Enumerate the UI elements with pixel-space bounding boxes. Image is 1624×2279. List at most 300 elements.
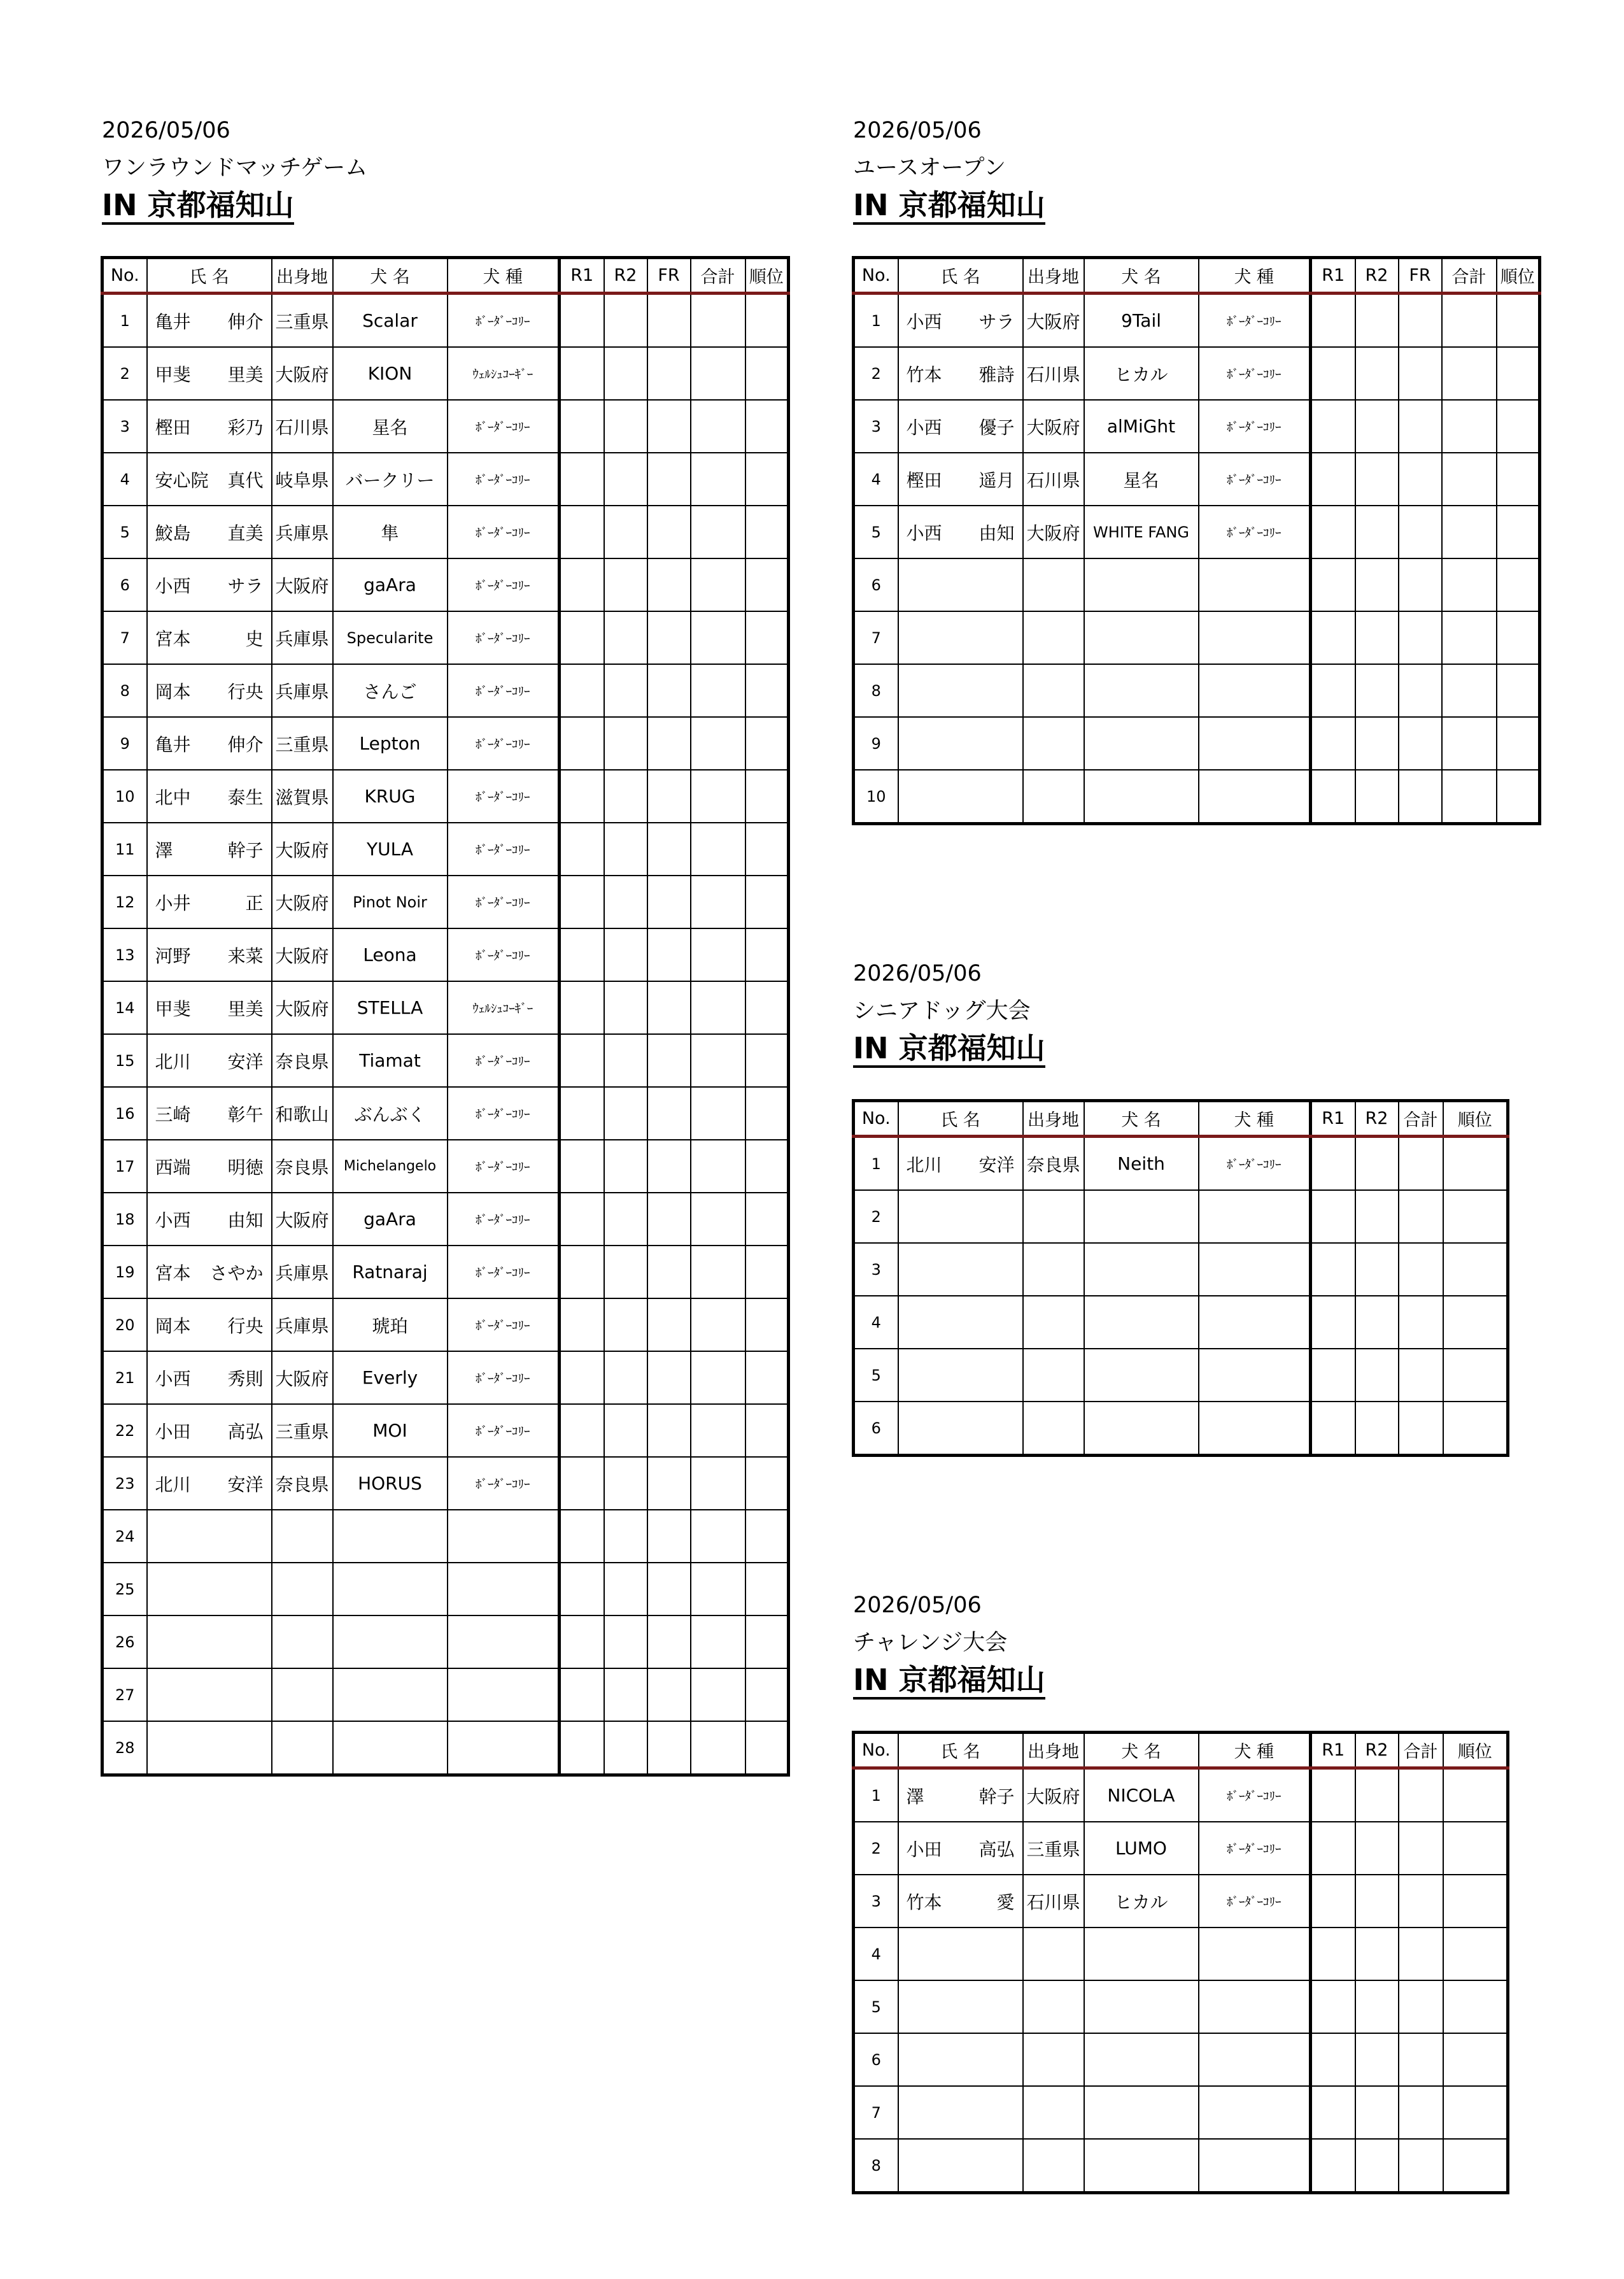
score-cell[interactable]	[560, 400, 604, 453]
score-cell[interactable]	[604, 1246, 647, 1298]
score-cell[interactable]	[1311, 294, 1355, 348]
score-cell[interactable]	[691, 400, 745, 453]
score-cell[interactable]	[1355, 1349, 1399, 1402]
score-cell[interactable]	[1311, 1822, 1355, 1875]
handler-family-name: 小西	[906, 416, 942, 438]
score-cell[interactable]	[1311, 558, 1355, 611]
score-cell[interactable]	[745, 823, 789, 876]
score-cell[interactable]	[745, 1351, 789, 1404]
score-cell[interactable]	[647, 506, 691, 558]
origin: 石川県	[1023, 1875, 1084, 1928]
score-cell[interactable]	[604, 1298, 647, 1351]
score-cell[interactable]	[647, 876, 691, 928]
score-cell[interactable]	[1311, 1190, 1355, 1243]
score-cell[interactable]	[647, 1404, 691, 1457]
score-cell[interactable]	[1443, 1137, 1508, 1191]
score-cell[interactable]	[1399, 1822, 1443, 1875]
dog-breed	[448, 1615, 560, 1668]
score-cell[interactable]	[647, 1668, 691, 1721]
score-cell[interactable]	[647, 1193, 691, 1246]
score-cell[interactable]	[691, 928, 745, 981]
column-header: 犬 名	[333, 258, 448, 294]
score-cell[interactable]	[745, 1034, 789, 1087]
handler-family-name: 北川	[906, 1154, 942, 1175]
score-cell[interactable]	[745, 1563, 789, 1615]
score-cell[interactable]	[691, 1087, 745, 1140]
score-cell[interactable]	[745, 611, 789, 664]
score-cell[interactable]	[560, 928, 604, 981]
dog-name: MOI	[333, 1404, 448, 1457]
score-cell[interactable]	[1399, 717, 1442, 770]
score-cell[interactable]	[1443, 1190, 1508, 1243]
score-cell[interactable]	[560, 558, 604, 611]
score-cell[interactable]	[691, 1193, 745, 1246]
score-cell[interactable]	[604, 506, 647, 558]
score-cell[interactable]	[1311, 2139, 1355, 2193]
score-cell[interactable]	[1311, 1243, 1355, 1296]
score-cell[interactable]	[1399, 770, 1442, 824]
score-cell[interactable]	[1311, 347, 1355, 400]
score-cell[interactable]	[647, 770, 691, 823]
score-cell[interactable]	[1443, 1402, 1508, 1456]
score-cell[interactable]	[647, 1457, 691, 1510]
score-cell[interactable]	[1497, 717, 1540, 770]
score-cell[interactable]	[604, 823, 647, 876]
score-cell[interactable]	[745, 1140, 789, 1193]
score-cell[interactable]	[1311, 1349, 1355, 1402]
score-cell[interactable]	[1442, 347, 1497, 400]
score-cell[interactable]	[647, 347, 691, 400]
score-cell[interactable]	[604, 1721, 647, 1775]
section-senior-dog	[853, 963, 1045, 1068]
score-cell[interactable]	[647, 664, 691, 717]
score-cell[interactable]	[1355, 1768, 1399, 1822]
score-cell[interactable]	[1442, 294, 1497, 348]
score-cell[interactable]	[1355, 2033, 1399, 2086]
origin: 兵庫県	[272, 1298, 333, 1351]
score-cell[interactable]	[691, 1563, 745, 1615]
origin	[1023, 1296, 1084, 1349]
score-cell[interactable]	[604, 1351, 647, 1404]
score-cell[interactable]	[1399, 506, 1442, 558]
handler-name	[147, 928, 272, 981]
score-cell[interactable]	[560, 1563, 604, 1615]
origin: 大阪府	[272, 558, 333, 611]
score-cell[interactable]	[1311, 1137, 1355, 1191]
score-cell[interactable]	[691, 823, 745, 876]
score-cell[interactable]	[1355, 1875, 1399, 1928]
score-cell[interactable]	[1497, 770, 1540, 824]
score-cell[interactable]	[1355, 558, 1399, 611]
entry-number: 13	[102, 928, 147, 981]
score-cell[interactable]	[1355, 1928, 1399, 1980]
score-cell[interactable]	[1442, 506, 1497, 558]
score-cell[interactable]	[1355, 1243, 1399, 1296]
score-cell[interactable]	[1355, 1296, 1399, 1349]
score-cell[interactable]	[691, 558, 745, 611]
score-cell[interactable]	[745, 1193, 789, 1246]
score-cell[interactable]	[691, 981, 745, 1034]
score-cell[interactable]	[1443, 1768, 1508, 1822]
dog-breed: ﾎﾞｰﾀﾞｰｺﾘｰ	[1199, 400, 1311, 453]
dog-breed	[1199, 2033, 1311, 2086]
score-cell[interactable]	[691, 1668, 745, 1721]
score-cell[interactable]	[647, 1246, 691, 1298]
score-cell[interactable]	[1311, 2086, 1355, 2139]
score-cell[interactable]	[1443, 1928, 1508, 1980]
score-cell[interactable]	[1442, 770, 1497, 824]
score-cell[interactable]	[1399, 1296, 1443, 1349]
score-cell[interactable]	[560, 611, 604, 664]
score-cell[interactable]	[1355, 2139, 1399, 2193]
score-cell[interactable]	[604, 1563, 647, 1615]
column-header: 合計	[1399, 1101, 1443, 1137]
score-cell[interactable]	[691, 1140, 745, 1193]
score-cell[interactable]	[560, 876, 604, 928]
score-cell[interactable]	[1355, 717, 1399, 770]
score-cell[interactable]	[1443, 1243, 1508, 1296]
score-cell[interactable]	[1442, 558, 1497, 611]
score-cell[interactable]	[745, 928, 789, 981]
score-cell[interactable]	[560, 506, 604, 558]
score-cell[interactable]	[560, 347, 604, 400]
score-cell[interactable]	[745, 294, 789, 348]
score-cell[interactable]	[560, 770, 604, 823]
score-cell[interactable]	[1399, 2086, 1443, 2139]
entry-number: 16	[102, 1087, 147, 1140]
score-cell[interactable]	[604, 1615, 647, 1668]
score-cell[interactable]	[1311, 770, 1355, 824]
score-cell[interactable]	[604, 611, 647, 664]
dog-name: HORUS	[333, 1457, 448, 1510]
score-cell[interactable]	[647, 400, 691, 453]
score-cell[interactable]	[647, 823, 691, 876]
score-cell[interactable]	[1355, 347, 1399, 400]
dog-name: KION	[333, 347, 448, 400]
score-cell[interactable]	[1311, 1980, 1355, 2033]
score-cell[interactable]	[647, 1140, 691, 1193]
score-cell[interactable]	[1399, 1402, 1443, 1456]
score-cell[interactable]	[604, 558, 647, 611]
score-cell[interactable]	[1311, 1768, 1355, 1822]
score-cell[interactable]	[1497, 506, 1540, 558]
score-cell[interactable]	[604, 981, 647, 1034]
score-cell[interactable]	[560, 1193, 604, 1246]
origin: 三重県	[272, 717, 333, 770]
handler-name	[147, 981, 272, 1034]
score-cell[interactable]	[1399, 558, 1442, 611]
score-cell[interactable]	[1497, 453, 1540, 506]
score-cell[interactable]	[1443, 1980, 1508, 2033]
score-cell[interactable]	[1355, 2086, 1399, 2139]
handler-given-name: 由知	[978, 522, 1015, 544]
score-cell[interactable]	[1311, 717, 1355, 770]
score-cell[interactable]	[1399, 2139, 1443, 2193]
score-cell[interactable]	[1311, 664, 1355, 717]
score-cell[interactable]	[647, 928, 691, 981]
score-cell[interactable]	[647, 981, 691, 1034]
score-cell[interactable]	[1355, 1137, 1399, 1191]
score-cell[interactable]	[560, 1140, 604, 1193]
score-cell[interactable]	[691, 1246, 745, 1298]
score-cell[interactable]	[1399, 1768, 1443, 1822]
score-cell[interactable]	[560, 453, 604, 506]
score-cell[interactable]	[1311, 1928, 1355, 1980]
score-cell[interactable]	[745, 558, 789, 611]
entry-number: 7	[102, 611, 147, 664]
score-cell[interactable]	[1399, 2033, 1443, 2086]
score-cell[interactable]	[604, 400, 647, 453]
score-cell[interactable]	[647, 294, 691, 348]
score-cell[interactable]	[745, 453, 789, 506]
score-cell[interactable]	[691, 717, 745, 770]
dog-breed: ﾎﾞｰﾀﾞｰｺﾘｰ	[1199, 347, 1311, 400]
score-cell[interactable]	[1399, 1875, 1443, 1928]
score-cell[interactable]	[1399, 453, 1442, 506]
score-cell[interactable]	[1443, 1875, 1508, 1928]
table-row	[854, 1980, 1508, 2033]
score-cell[interactable]	[604, 294, 647, 348]
score-cell[interactable]	[604, 1140, 647, 1193]
score-cell[interactable]	[1443, 2033, 1508, 2086]
score-cell[interactable]	[647, 1721, 691, 1775]
score-cell[interactable]	[1497, 611, 1540, 664]
score-cell[interactable]	[691, 294, 745, 348]
score-cell[interactable]	[745, 506, 789, 558]
score-cell[interactable]	[745, 1615, 789, 1668]
score-cell[interactable]	[647, 1351, 691, 1404]
score-cell[interactable]	[745, 770, 789, 823]
column-header: No.	[854, 258, 898, 294]
origin: 三重県	[1023, 1822, 1084, 1875]
score-cell[interactable]	[560, 1510, 604, 1563]
score-cell[interactable]	[560, 1298, 604, 1351]
score-cell[interactable]	[1399, 294, 1442, 348]
score-cell[interactable]	[745, 1721, 789, 1775]
score-cell[interactable]	[604, 1510, 647, 1563]
score-cell[interactable]	[1355, 664, 1399, 717]
score-cell[interactable]	[604, 664, 647, 717]
handler-name	[147, 453, 272, 506]
score-cell[interactable]	[560, 1404, 604, 1457]
score-cell[interactable]	[745, 1404, 789, 1457]
score-cell[interactable]	[647, 1615, 691, 1668]
score-cell[interactable]	[745, 347, 789, 400]
score-cell[interactable]	[1443, 1296, 1508, 1349]
dog-breed	[1199, 1402, 1311, 1456]
score-cell[interactable]	[1311, 611, 1355, 664]
score-cell[interactable]	[1355, 400, 1399, 453]
score-cell[interactable]	[691, 1298, 745, 1351]
score-cell[interactable]	[1311, 453, 1355, 506]
entry-number: 5	[102, 506, 147, 558]
score-cell[interactable]	[691, 876, 745, 928]
score-cell[interactable]	[1399, 611, 1442, 664]
score-cell[interactable]	[691, 664, 745, 717]
handler-name	[147, 506, 272, 558]
score-cell[interactable]	[1443, 1349, 1508, 1402]
score-cell[interactable]	[604, 717, 647, 770]
score-cell[interactable]	[1311, 1875, 1355, 1928]
score-cell[interactable]	[604, 1668, 647, 1721]
score-cell[interactable]	[1355, 506, 1399, 558]
handler-name	[147, 823, 272, 876]
score-cell[interactable]	[745, 400, 789, 453]
dog-name: Pinot Noir	[333, 876, 448, 928]
score-cell[interactable]	[691, 1721, 745, 1775]
score-cell[interactable]	[691, 506, 745, 558]
score-cell[interactable]	[1311, 1296, 1355, 1349]
origin: 兵庫県	[272, 506, 333, 558]
score-cell[interactable]	[1399, 664, 1442, 717]
score-cell[interactable]	[1443, 2139, 1508, 2193]
score-cell[interactable]	[647, 1087, 691, 1140]
score-cell[interactable]	[691, 770, 745, 823]
score-cell[interactable]	[691, 611, 745, 664]
score-cell[interactable]	[745, 664, 789, 717]
dog-breed: ﾎﾞｰﾀﾞｰｺﾘｰ	[448, 1404, 560, 1457]
handler-given-name: 秀則	[227, 1368, 264, 1389]
score-cell[interactable]	[1311, 506, 1355, 558]
score-cell[interactable]	[1355, 294, 1399, 348]
score-cell[interactable]	[1355, 1980, 1399, 2033]
table-row	[102, 506, 789, 558]
score-cell[interactable]	[560, 1034, 604, 1087]
score-cell[interactable]	[604, 453, 647, 506]
dog-name: 星名	[1084, 453, 1199, 506]
score-cell[interactable]	[560, 1721, 604, 1775]
score-cell[interactable]	[647, 717, 691, 770]
score-cell[interactable]	[1497, 664, 1540, 717]
score-cell[interactable]	[745, 1510, 789, 1563]
score-cell[interactable]	[560, 1668, 604, 1721]
score-cell[interactable]	[560, 823, 604, 876]
score-cell[interactable]	[1355, 453, 1399, 506]
score-cell[interactable]	[1355, 1822, 1399, 1875]
score-cell[interactable]	[691, 1457, 745, 1510]
score-cell[interactable]	[1399, 1928, 1443, 1980]
score-cell[interactable]	[647, 1298, 691, 1351]
score-cell[interactable]	[1311, 2033, 1355, 2086]
score-cell[interactable]	[1442, 717, 1497, 770]
score-cell[interactable]	[560, 294, 604, 348]
score-cell[interactable]	[745, 1457, 789, 1510]
score-cell[interactable]	[745, 1087, 789, 1140]
score-cell[interactable]	[1442, 664, 1497, 717]
handler-family-name: 亀井	[155, 734, 191, 755]
score-cell[interactable]	[560, 664, 604, 717]
score-cell[interactable]	[691, 1034, 745, 1087]
score-cell[interactable]	[647, 1510, 691, 1563]
score-cell[interactable]	[604, 1034, 647, 1087]
entry-number: 15	[102, 1034, 147, 1087]
score-cell[interactable]	[604, 1193, 647, 1246]
handler-name	[898, 717, 1023, 770]
entry-number: 9	[102, 717, 147, 770]
score-cell[interactable]	[1355, 1190, 1399, 1243]
score-cell[interactable]	[1355, 611, 1399, 664]
score-cell[interactable]	[604, 1087, 647, 1140]
score-cell[interactable]	[1442, 453, 1497, 506]
score-cell[interactable]	[1355, 1402, 1399, 1456]
score-cell[interactable]	[1311, 400, 1355, 453]
score-cell[interactable]	[691, 1404, 745, 1457]
score-cell[interactable]	[745, 876, 789, 928]
score-cell[interactable]	[1399, 347, 1442, 400]
score-cell[interactable]	[745, 981, 789, 1034]
score-cell[interactable]	[647, 453, 691, 506]
entry-number: 2	[854, 1822, 898, 1875]
handler-given-name: さやか	[209, 1262, 264, 1284]
score-cell[interactable]	[604, 1457, 647, 1510]
score-cell[interactable]	[604, 1404, 647, 1457]
score-cell[interactable]	[647, 558, 691, 611]
score-cell[interactable]	[1443, 1822, 1508, 1875]
score-cell[interactable]	[1399, 400, 1442, 453]
handler-family-name: 鮫島	[155, 522, 191, 544]
column-header: R2	[1355, 1101, 1399, 1137]
dog-name	[1084, 611, 1199, 664]
score-cell[interactable]	[560, 717, 604, 770]
score-cell[interactable]	[604, 770, 647, 823]
dog-breed: ﾎﾞｰﾀﾞｰｺﾘｰ	[1199, 1875, 1311, 1928]
score-cell[interactable]	[604, 347, 647, 400]
score-cell[interactable]	[604, 928, 647, 981]
score-cell[interactable]	[745, 1298, 789, 1351]
score-cell[interactable]	[691, 1615, 745, 1668]
score-cell[interactable]	[1399, 1243, 1443, 1296]
score-cell[interactable]	[1442, 611, 1497, 664]
score-cell[interactable]	[604, 876, 647, 928]
score-cell[interactable]	[647, 611, 691, 664]
score-cell[interactable]	[647, 1034, 691, 1087]
score-cell[interactable]	[1311, 1402, 1355, 1456]
score-cell[interactable]	[1355, 770, 1399, 824]
score-cell[interactable]	[560, 1615, 604, 1668]
score-cell[interactable]	[1497, 558, 1540, 611]
score-cell[interactable]	[745, 717, 789, 770]
score-cell[interactable]	[691, 453, 745, 506]
score-cell[interactable]	[1443, 2086, 1508, 2139]
handler-given-name: 泰生	[227, 786, 264, 808]
score-cell[interactable]	[1497, 400, 1540, 453]
score-cell[interactable]	[647, 1563, 691, 1615]
score-cell[interactable]	[560, 1087, 604, 1140]
score-cell[interactable]	[1497, 347, 1540, 400]
score-cell[interactable]	[560, 1246, 604, 1298]
score-cell[interactable]	[1399, 1190, 1443, 1243]
score-cell[interactable]	[560, 1351, 604, 1404]
entry-number: 1	[854, 294, 898, 348]
column-header: 氏 名	[898, 1101, 1023, 1137]
score-cell[interactable]	[560, 1457, 604, 1510]
score-cell[interactable]	[1399, 1980, 1443, 2033]
column-header: 出身地	[1023, 1733, 1084, 1768]
score-cell[interactable]	[1399, 1137, 1443, 1191]
score-cell[interactable]	[745, 1668, 789, 1721]
score-cell[interactable]	[560, 981, 604, 1034]
score-cell[interactable]	[691, 1510, 745, 1563]
score-cell[interactable]	[1399, 1349, 1443, 1402]
score-cell[interactable]	[745, 1246, 789, 1298]
score-cell[interactable]	[691, 347, 745, 400]
score-cell[interactable]	[691, 1351, 745, 1404]
handler-name	[898, 1822, 1023, 1875]
handler-family-name: 竹本	[906, 1891, 942, 1913]
score-cell[interactable]	[1497, 294, 1540, 348]
score-cell[interactable]	[1442, 400, 1497, 453]
entry-number: 6	[854, 1402, 898, 1456]
